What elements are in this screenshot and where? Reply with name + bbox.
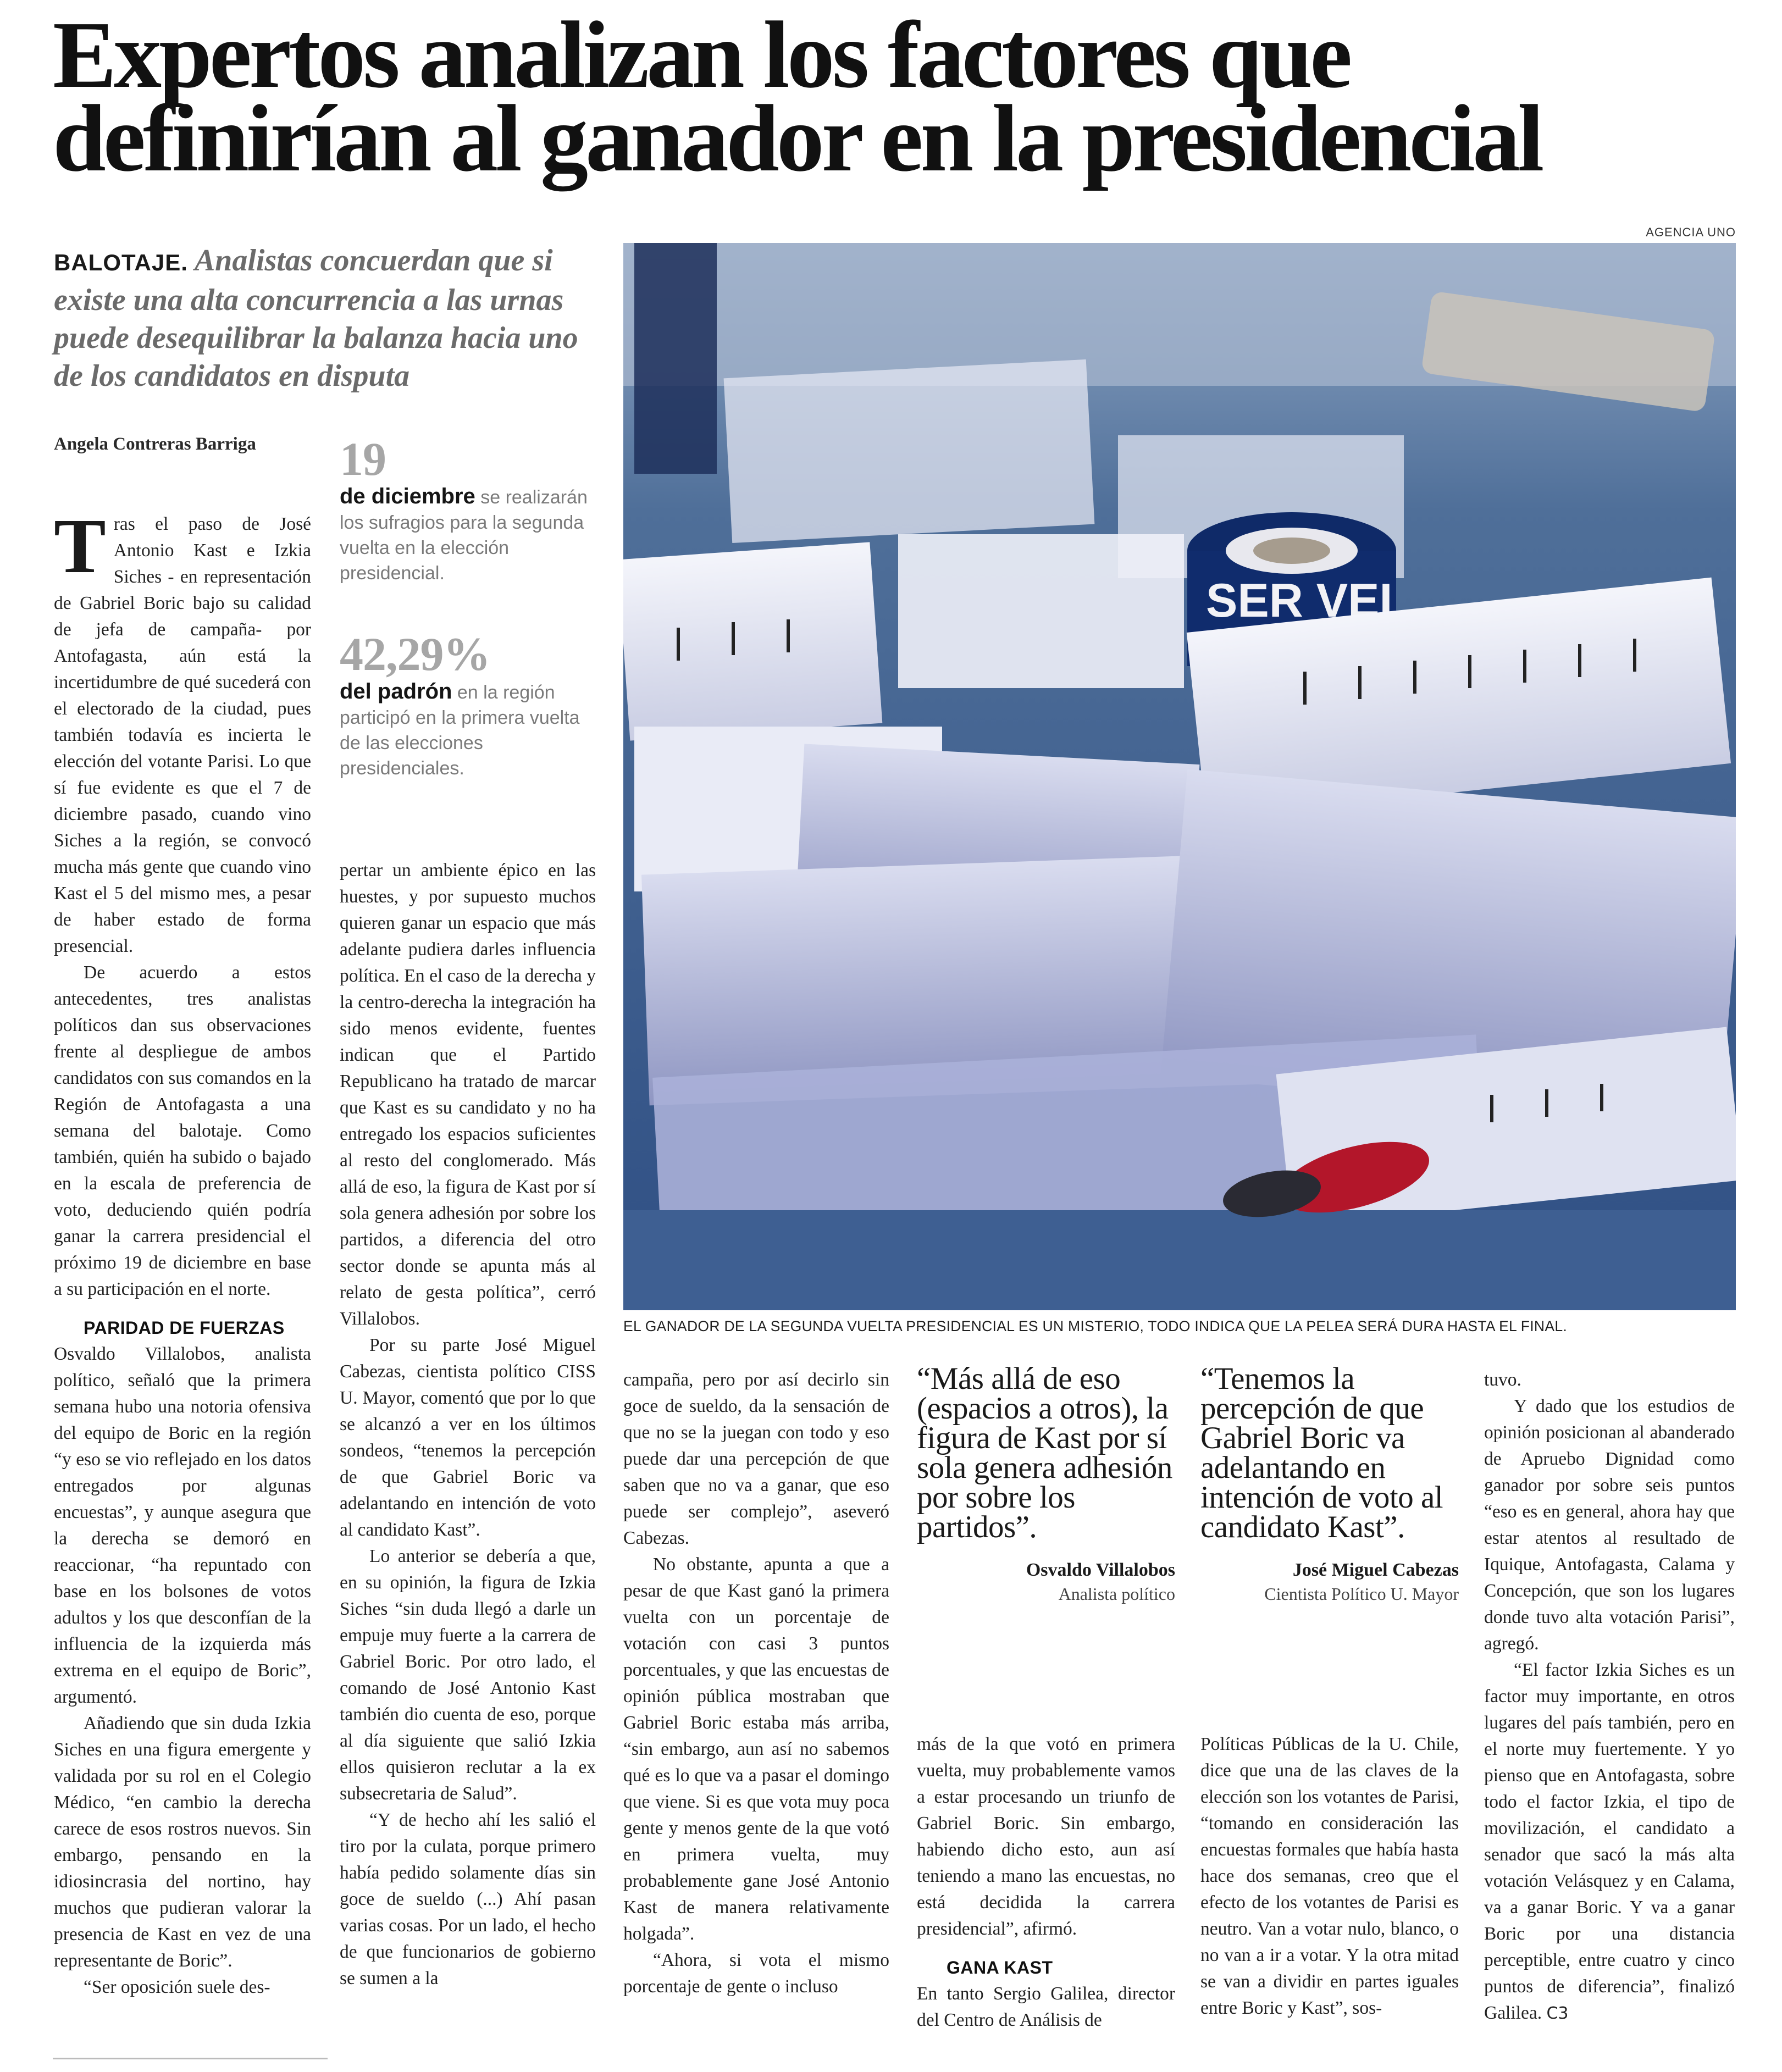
pull-quote-villalobos	[917, 1361, 1175, 1604]
quote-role: Analista político	[1058, 1584, 1175, 1604]
pull-quote-cabezas	[1200, 1361, 1459, 1604]
end-mark-icon: C3	[1546, 2004, 1569, 2023]
paragraph: Lo anterior se debería a que, en su opinión, la figura de Izkia Siches “sin duda llegó a darle un empuje muy fuerte a la carrera de Gabriel Boric. Por otro lado, el comando de José Antonio Kast también dio cuenta de eso, porque al día siguiente que salió Izkia ellos quisieron reclutar a la ex subsecretaria de Salud”.	[340, 1546, 596, 1804]
stat-number: 19	[340, 433, 386, 485]
paragraph: No obstante, apunta a que a pesar de que Kast ganó la primera vuelta con un porcentaje de votación con casi 3 puntos porcentuales, y que las encuestas de opinión pública mostraban que Gabriel Boric estaba más arriba, “sin embargo, aun así no sabemos qué es lo que va a pasar el domingo que viene. Si es que vota muy poca gente y menos gente de la que votó en primera vuelta, muy probablemente gane José Antonio Kast de manera relativamente holgada”.	[623, 1554, 889, 1944]
stat-date	[340, 434, 598, 586]
paragraph: más de la que votó en primera vuelta, muy probablemente vamos a estar procesando un triunfo de Gabriel Boric. Sin embargo, habiendo dicho esto, aun así teniendo a mano las encuestas, no está decidida la carrera presidencial”, afirmó.	[917, 1734, 1175, 1939]
quote-author: José Miguel Cabezas	[1292, 1560, 1459, 1580]
paragraph: “Ser oposición suele des-	[84, 1977, 270, 1997]
ballots-photo	[623, 243, 1736, 1310]
paragraph: “Y de hecho ahí les salió el tiro por la culata, porque primero había pedido solamente días sin goce de sueldo (...) Ahí pasan varias cosas. Por un lado, el hecho de que funcionarios de gobierno se sumen a la	[340, 1810, 596, 1988]
headline-line-1: Expertos analizan los factores que	[53, 2, 1350, 108]
paragraph: En tanto Sergio Galilea, director del Centro de Análisis de	[917, 1984, 1175, 2030]
kicker-text: Analistas concuerdan que si existe una alta concurrencia a las urnas puede desequilibrar la balanza hacia uno de los candidatos en disputa	[54, 243, 578, 393]
paragraph: ras el paso de José Antonio Kast e Izkia Siches - en representación de Gabriel Boric bajo su calidad de jefa de campaña- por Antofagasta, aún está la incertidumbre de qué sucederá con el electorado de la ciudad, pues también todavía es incierta le elección del votante Parisi. Lo que sí fue evidente es que el 7 de diciembre pasado, cuando vino Siches a la región, se convocó mucha más gente que cuando vino Kast el 5 del mismo mes, a pesar de haber estado de forma presencial.	[54, 514, 311, 956]
paragraph: Por su parte José Miguel Cabezas, cientista político CISS U. Mayor, comentó que por lo que se alcanzó a ver en los últimos sondeos, “tenemos la percepción de que Gabriel Boric va adelantando en intención de voto al candidato Kast”.	[340, 1335, 596, 1540]
quote-text: “Tenemos la percepción de que Gabriel Boric va adelantando en intención de voto al candidato Kast”.	[1200, 1361, 1443, 1544]
paragraph: Osvaldo Villalobos, analista político, señaló que la primera semana hubo una notoria ofensiva del equipo de Boric en la región “y eso se vio reflejado en los datos entregados por algunas encuestas”, y aunque asegura que la derecha se demoró en reaccionar, “ha repuntado con base en los bolsones de votos adultos y los que desconfían de la influencia de la izquierda más extrema en el equipo de Boric”, argumentó.	[54, 1344, 311, 1707]
article-column-1	[54, 502, 311, 2001]
paragraph: Añadiendo que sin duda Izkia Siches en una figura emergente y validada por su rol en el Colegio Médico, “en cambio la derecha carece de esos rostros nuevos. Sin embargo, pensando en la idiosincrasia del nortino, hay muchos que pudieran valorar la presencia de Kast en vez de una representante de Boric”.	[54, 1713, 311, 1971]
article-column-5	[1200, 1731, 1459, 2021]
quote-text: “Más allá de eso (espacios a otros), la figura de Kast por sí sola genera adhesión por sobre los partidos”.	[917, 1361, 1172, 1544]
paragraph: pertar un ambiente épico en las huestes, y por supuesto muchos quieren ganar un espacio que más adelante pudiera darles influencia política. En el caso de la derecha y la centro-derecha la integración ha sido menos evidente, fuentes indican que el Partido Republicano ha tratado de marcar que Kast es su candidato y no ha entregado los espacios suficientes al resto del conglomerado. Más allá de eso, la figura de Kast por sí sola genera adhesión por sobre los partidos, a diferencia del otro sector donde se apunta más al relato de gesta política”, cerró Villalobos.	[340, 860, 596, 1329]
headline	[53, 2, 1757, 191]
photo-credit: AGENCIA UNO	[1646, 225, 1736, 239]
quote-author: Osvaldo Villalobos	[1026, 1560, 1175, 1580]
drop-cap: T	[54, 502, 106, 589]
servel-stamp: SER VEL	[1206, 574, 1408, 627]
subhead-paridad: PARIDAD DE FUERZAS	[84, 1318, 285, 1338]
quote-role: Cientista Político U. Mayor	[1264, 1584, 1459, 1604]
article-column-6	[1484, 1367, 1735, 2027]
paragraph: “Ahora, si vota el mismo porcentaje de gente o incluso	[623, 1950, 889, 1997]
byline: Angela Contreras Barriga	[54, 434, 256, 454]
paragraph: Políticas Públicas de la U. Chile, dice que una de las claves de la elección son los votantes de Parisi, “tomando en consideración las encuestas formales que había hasta hace dos semanas, creo que el efecto de los votantes de Parisi es neutro. Van a votar nulo, blanco, o no van a ir a votar. Y la otra mitad se van a dividir en partes iguales entre Boric y Kast”, sos-	[1200, 1734, 1459, 2018]
stat-text: en la región participó en la primera vuelta de las elecciones presidenciales.	[340, 682, 580, 779]
kicker-label: BALOTAJE.	[54, 250, 188, 275]
paragraph: campaña, pero por así decirlo sin goce de sueldo, da la sensación de que no se la juegan con todo y eso puede dar una percepción de que saben que no va a ganar, que eso puede ser complejo”, aseveró Cabezas.	[623, 1370, 889, 1548]
paragraph: De acuerdo a estos antecedentes, tres analistas políticos dan sus observaciones frente al despliegue de ambos candidatos con sus comandos en la Región de Antofagasta a una semana del balotaje. Como también, quién ha subido o bajado en la escala de preferencia de voto, deduciendo quién podría ganar la carrera presidencial el próximo 19 de diciembre en base a su participación en el norte.	[54, 962, 311, 1299]
stat-text: se realizarán los sufragios para la segunda vuelta en la elección presidencial.	[340, 487, 588, 584]
article-column-4	[917, 1731, 1175, 2034]
bottom-rule	[53, 2058, 328, 2059]
paragraph: Y dado que los estudios de opinión posicionan al abanderado de Apruebo Dignidad como ganador por sobre seis puntos “eso es en general, ahora hay que estar atentos al resultado de Iquique, Antofagasta, Calama y Concepción, que son los lugares donde tuvo alta votación Parisi”, agregó.	[1484, 1396, 1735, 1654]
subhead-gana-kast: GANA KAST	[947, 1958, 1053, 1977]
article-column-3	[623, 1367, 889, 2000]
kicker-deck	[54, 242, 595, 395]
paragraph: “El factor Izkia Siches es un factor muy importante, en otros lugares del país también, pero en el norte muy fuertemente. Y yo pienso que en Antofagasta, sobre todo el factor Izkia, el tipo de movilización, el candidato a senador que sacó la más alta votación Velásquez y en Calama, va a ganar Boric. Y va a ganar Boric por una distancia perceptible, entre cuatro y cinco puntos de diferencia”, finalizó Galilea.	[1484, 1660, 1735, 2023]
stat-bold: del padrón	[340, 679, 452, 703]
paragraph: tuvo.	[1484, 1370, 1521, 1390]
article-column-2	[340, 857, 596, 1992]
stat-bold: de diciembre	[340, 484, 475, 508]
headline-line-2: definirían al ganador en la presidencial	[53, 85, 1542, 191]
stat-number: 42,29%	[340, 628, 490, 680]
photo-caption: EL GANADOR DE LA SEGUNDA VUELTA PRESIDENCIAL ES UN MISTERIO, TODO INDICA QUE LA PELEA SERÁ DURA HASTA EL FINAL.	[623, 1318, 1568, 1334]
stat-turnout	[340, 629, 598, 781]
